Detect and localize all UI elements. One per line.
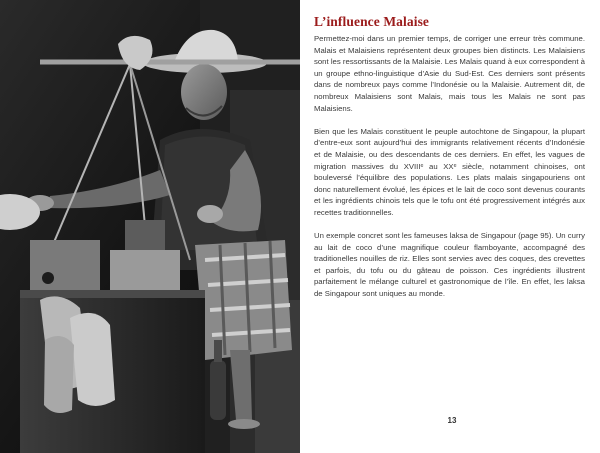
article-title: L’influence Malaise — [314, 14, 430, 29]
article-column — [314, 14, 585, 311]
article-paragraph: Un exemple concret sont les fameuses laksa de Singapour (page 95). Un curry au lait de coco d’une magnifique couleur flamboyante, accompagné des traditionelles nouilles de riz. Elles sont servies avec des coques, des crevettes et parfois, du tofu ou du gâteau de poisson. Ces ingrédients illustrent parfaitement le mélange culturel et gastronomique de l’île. En effet, les laksa de Singapour sont uniques au monde. — [314, 231, 585, 299]
article-paragraph: Bien que les Malais constituent le peuple autochtone de Singapour, la plupart d’entre-eux sont aujourd’hui des immigrants relativement récents d’Indonésie et de Malaisie, ou des descendants de ces derniers. En effet, les vagues de migration massives du XVIIIᵉ au XXᵉ siècle, notamment chinoises, ont bouleversé l’équilibre des populations. Les plats malais singapouriens ont donc naturellement évolué, les épices et le lait de coco sont devenus courants et les ingrédients chinois tels que le tofu ont été progressivement intégrés aux recettes traditionnelles. — [314, 126, 585, 217]
article-paragraph: Permettez-moi dans un premier temps, de corriger une erreur très commune. Malais et Malaisiens représentent deux groupes bien distincts. Les Malaisiens sont les ressortissants de la Malaisie. Les Malais quand à eux correspondent à un groupe ethno-linguistique d’Asie du Sud-Est. Ces derniers sont présents dans de nombreux pays comme l’Indonésie ou la Malaisie. Autrement dit, de nombreux Malaisiens sont Malais, mais tous les Malais ne sont pas Malaisiens. — [314, 34, 585, 113]
page-number: 13 — [447, 416, 457, 425]
